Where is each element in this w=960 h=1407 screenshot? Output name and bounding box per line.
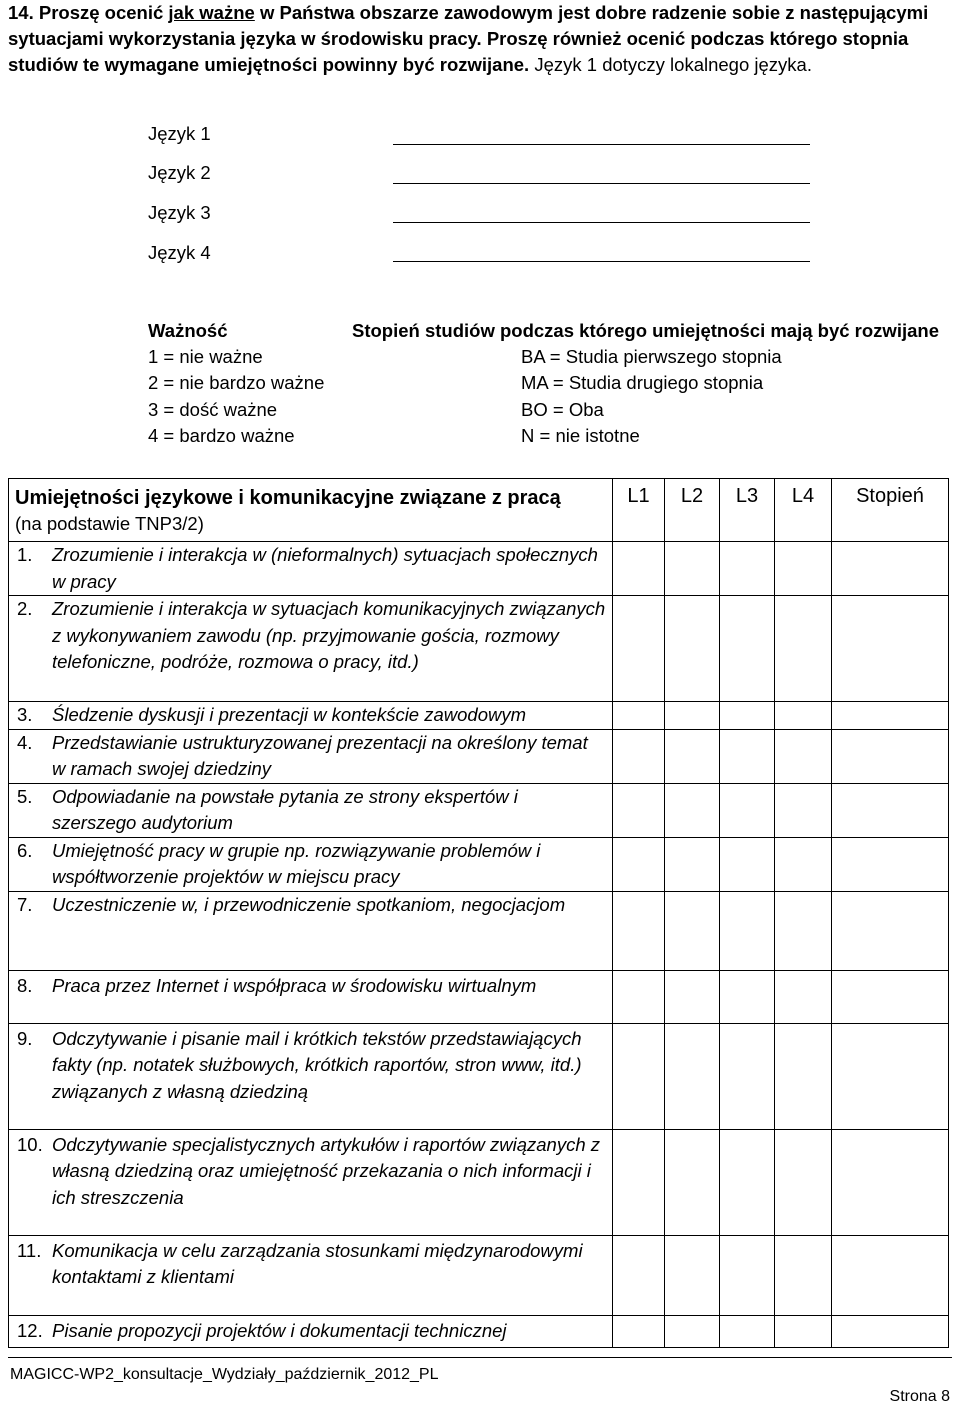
row-number: 10.: [17, 1133, 43, 1155]
rating-cell-l4[interactable]: [775, 596, 832, 702]
table-row: [9, 970, 949, 1023]
rating-cell-l2[interactable]: [665, 702, 720, 730]
rating-cell-l3[interactable]: [720, 1023, 775, 1129]
rating-cell-l1[interactable]: [613, 702, 665, 730]
column-header-l2: L2: [665, 479, 720, 542]
language-input-line-3[interactable]: [393, 222, 810, 223]
question-text-rest: w Państwa obszarze zawodowym jest dobre radzenie sobie z następującymi sytuacjami wykorzystania języka w środowisku pracy. Proszę również ocenić podczas którego stopnia studiów te wymagane umiejętności powinny być rozwijane.: [8, 2, 929, 75]
rating-cell-l2[interactable]: [665, 596, 720, 702]
table-row: [9, 783, 949, 837]
importance-legend-item: 1 = nie ważne: [148, 346, 263, 367]
table-header-skills: [9, 479, 613, 542]
skill-text: Praca przez Internet i współpraca w środowisku wirtualnym: [52, 974, 537, 996]
row-number: 1.: [17, 544, 33, 565]
rating-cell-l4[interactable]: [775, 891, 832, 970]
rating-cell-l2[interactable]: [665, 1129, 720, 1235]
row-number: 5.: [17, 785, 33, 807]
rating-cell-l4[interactable]: [775, 1235, 832, 1315]
table-row: [9, 837, 949, 891]
rating-cell-l1[interactable]: [613, 1023, 665, 1129]
degree-legend-item: BO = Oba: [521, 399, 604, 420]
rating-cell-l3[interactable]: [720, 702, 775, 730]
rating-cell-l4[interactable]: [775, 1129, 832, 1235]
skill-text: Umiejętność pracy w grupie np. rozwiązywanie problemów i współtworzenie projektów w miejscu pracy: [52, 839, 541, 887]
degree-cell[interactable]: [832, 596, 949, 702]
degree-cell[interactable]: [832, 1315, 949, 1347]
rating-cell-l2[interactable]: [665, 1235, 720, 1315]
rating-cell-l1[interactable]: [613, 891, 665, 970]
table-row: [9, 702, 949, 730]
rating-cell-l1[interactable]: [613, 729, 665, 783]
question-emphasis: jak ważne: [168, 2, 255, 23]
skill-text: Pisanie propozycji projektów i dokumentacji technicznej: [52, 1319, 507, 1341]
rating-cell-l2[interactable]: [665, 970, 720, 1023]
rating-cell-l3[interactable]: [720, 542, 775, 596]
rating-cell-l4[interactable]: [775, 1023, 832, 1129]
degree-legend-item: N = nie istotne: [521, 425, 640, 446]
row-number: 4.: [17, 731, 33, 753]
table-row: [9, 891, 949, 970]
table-row: [9, 1235, 949, 1315]
question-number: 14.: [8, 2, 34, 23]
rating-cell-l2[interactable]: [665, 837, 720, 891]
rating-cell-l2[interactable]: [665, 542, 720, 596]
row-number: 11.: [17, 1239, 42, 1261]
rating-cell-l4[interactable]: [775, 783, 832, 837]
rating-cell-l3[interactable]: [720, 729, 775, 783]
degree-cell[interactable]: [832, 783, 949, 837]
rating-cell-l1[interactable]: [613, 970, 665, 1023]
row-number: 8.: [17, 974, 33, 996]
rating-cell-l4[interactable]: [775, 702, 832, 730]
degree-cell[interactable]: [832, 702, 949, 730]
language-label-2: Język 2: [148, 162, 211, 183]
rating-cell-l1[interactable]: [613, 596, 665, 702]
row-number: 7.: [17, 893, 33, 915]
rating-cell-l4[interactable]: [775, 1315, 832, 1347]
degree-cell[interactable]: [832, 1129, 949, 1235]
row-number: 9.: [17, 1027, 33, 1049]
skill-text: Zrozumienie i interakcja w (nieformalnych) sytuacjach społecznych w pracy: [52, 544, 598, 592]
footer-divider: [8, 1357, 952, 1358]
rating-cell-l3[interactable]: [720, 1235, 775, 1315]
degree-legend-item: BA = Studia pierwszego stopnia: [521, 346, 782, 367]
rating-cell-l3[interactable]: [720, 837, 775, 891]
importance-legend-item: 3 = dość ważne: [148, 399, 278, 420]
degree-cell[interactable]: [832, 1235, 949, 1315]
degree-legend-title: Stopień studiów podczas którego umiejętności mają być rozwijane: [352, 320, 939, 341]
rating-cell-l2[interactable]: [665, 891, 720, 970]
language-label-4: Język 4: [148, 242, 211, 263]
rating-cell-l4[interactable]: [775, 837, 832, 891]
skill-text: Odpowiadanie na powstałe pytania ze strony ekspertów i szerszego audytorium: [52, 785, 518, 833]
table-row: [9, 1315, 949, 1347]
skill-text: Komunikacja w celu zarządzania stosunkami międzynarodowymi kontaktami z klientami: [52, 1239, 583, 1287]
row-number: 3.: [17, 704, 33, 725]
rating-cell-l1[interactable]: [613, 1129, 665, 1235]
rating-cell-l3[interactable]: [720, 1129, 775, 1235]
rating-cell-l1[interactable]: [613, 837, 665, 891]
importance-legend-item: 4 = bardzo ważne: [148, 425, 295, 446]
skill-text: Śledzenie dyskusji i prezentacji w kontekście zawodowym: [52, 704, 527, 725]
skills-rating-table: [8, 478, 949, 1348]
column-header-l3: L3: [720, 479, 775, 542]
language-input-line-4[interactable]: [393, 261, 810, 262]
table-row: [9, 1023, 949, 1129]
degree-legend-item: MA = Studia drugiego stopnia: [521, 372, 764, 393]
degree-cell[interactable]: [832, 542, 949, 596]
table-row: [9, 542, 949, 596]
table-row: [9, 1129, 949, 1235]
rating-cell-l2[interactable]: [665, 1315, 720, 1347]
rating-cell-l3[interactable]: [720, 891, 775, 970]
importance-legend-title: Ważność: [148, 320, 228, 341]
table-title: Umiejętności językowe i komunikacyjne związane z pracą: [15, 487, 561, 509]
footer-document-id: MAGICC-WP2_konsultacje_Wydziały_październik_2012_PL: [10, 1366, 439, 1383]
footer-page-number: Strona 8: [889, 1388, 950, 1405]
column-header-l1: L1: [613, 479, 665, 542]
row-number: 6.: [17, 839, 33, 861]
question-text-start: Proszę ocenić: [38, 2, 164, 23]
degree-cell[interactable]: [832, 970, 949, 1023]
skill-text: Odczytywanie specjalistycznych artykułów i raportów związanych z własną dziedziną oraz umiejętność przekazania o nich informacji i ich streszczenia: [52, 1133, 601, 1208]
rating-cell-l1[interactable]: [613, 1315, 665, 1347]
degree-cell[interactable]: [832, 837, 949, 891]
rating-cell-l3[interactable]: [720, 970, 775, 1023]
rating-cell-l4[interactable]: [775, 729, 832, 783]
rating-cell-l3[interactable]: [720, 783, 775, 837]
language-label-1: Język 1: [148, 123, 211, 144]
question-header: [8, 0, 948, 78]
degree-cell[interactable]: [832, 891, 949, 970]
rating-cell-l1[interactable]: [613, 783, 665, 837]
skill-text: Zrozumienie i interakcja w sytuacjach komunikacyjnych związanych z wykonywaniem zawodu (np. przyjmowanie gościa, rozmowy telefoniczne, podróże, rozmowa o pracy, itd.): [52, 598, 606, 672]
rating-cell-l4[interactable]: [775, 970, 832, 1023]
rating-cell-l3[interactable]: [720, 1315, 775, 1347]
rating-cell-l2[interactable]: [665, 729, 720, 783]
degree-cell[interactable]: [832, 729, 949, 783]
degree-cell[interactable]: [832, 1023, 949, 1129]
table-row: [9, 729, 949, 783]
question-note: Język 1 dotyczy lokalnego języka.: [534, 54, 812, 75]
rating-cell-l2[interactable]: [665, 1023, 720, 1129]
rating-cell-l1[interactable]: [613, 542, 665, 596]
skill-text: Uczestniczenie w, i przewodniczenie spotkaniom, negocjacjom: [52, 893, 566, 915]
table-row: [9, 596, 949, 702]
language-input-line-1[interactable]: [393, 144, 810, 145]
importance-legend-item: 2 = nie bardzo ważne: [148, 372, 325, 393]
rating-cell-l3[interactable]: [720, 596, 775, 702]
column-header-degree: Stopień: [832, 479, 949, 542]
row-number: 12.: [17, 1319, 43, 1341]
table-subtitle: (na podstawie TNP3/2): [15, 513, 204, 534]
rating-cell-l1[interactable]: [613, 1235, 665, 1315]
skill-text: Przedstawianie ustrukturyzowanej prezentacji na określony temat w ramach swojej dziedziny: [52, 731, 588, 779]
language-input-line-2[interactable]: [393, 183, 810, 184]
column-header-l4: L4: [775, 479, 832, 542]
language-label-3: Język 3: [148, 202, 211, 223]
row-number: 2.: [17, 598, 33, 619]
rating-cell-l4[interactable]: [775, 542, 832, 596]
rating-cell-l2[interactable]: [665, 783, 720, 837]
skill-text: Odczytywanie i pisanie mail i krótkich tekstów przedstawiających fakty (np. notatek służbowych, krótkich raportów, stron www, itd.) związanych z własną dziedziną: [52, 1027, 582, 1102]
